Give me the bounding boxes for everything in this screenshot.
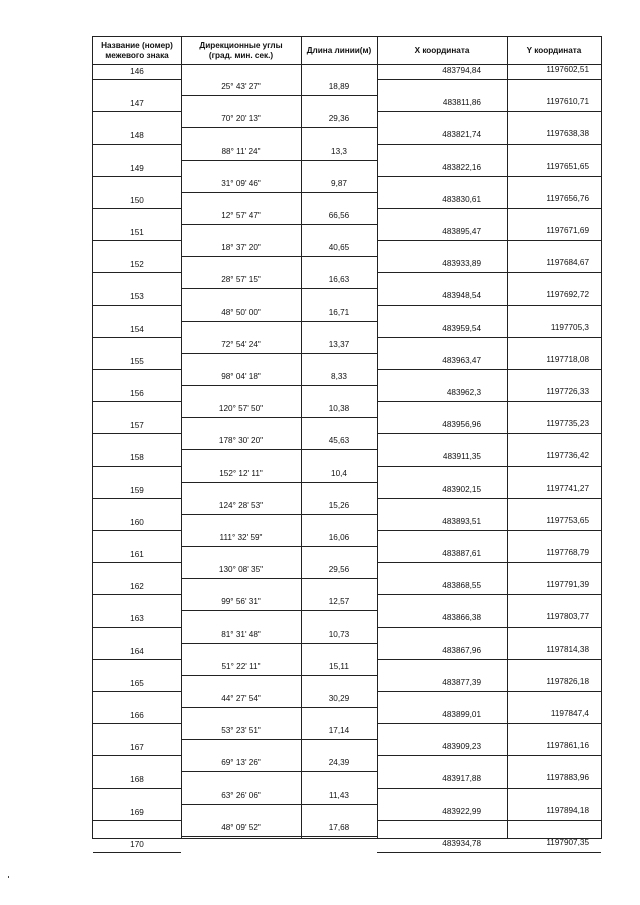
directional-angle: 48° 50' 00" [221, 307, 261, 317]
boundary-mark-name: 152 [130, 260, 144, 270]
x-coordinate: 483877,39 [442, 677, 481, 687]
line-length: 10,73 [328, 629, 350, 639]
row-divider [93, 208, 181, 209]
x-coordinate: 483868,55 [442, 581, 481, 591]
row-divider [181, 643, 377, 644]
row-divider [377, 466, 601, 467]
boundary-mark-name: 159 [130, 485, 144, 495]
row-divider [181, 127, 377, 128]
directional-angle: 81° 31' 48" [221, 629, 261, 639]
y-coordinate: 1197726,33 [546, 387, 589, 396]
row-divider [93, 659, 181, 660]
line-length: 29,36 [328, 114, 350, 124]
x-coordinate: 483866,38 [442, 613, 481, 623]
row-divider [181, 546, 377, 547]
y-coordinate: 1197656,76 [546, 193, 589, 203]
x-coordinate: 483830,61 [442, 194, 481, 204]
y-coordinate: 1197814,38 [546, 644, 589, 654]
row-divider [377, 594, 601, 595]
line-length: 30,29 [328, 693, 350, 703]
row-divider [377, 176, 601, 177]
directional-angle: 12° 57' 47" [221, 210, 261, 220]
row-divider [93, 337, 181, 338]
line-length: 15,11 [329, 661, 349, 671]
directional-angle: 53° 23' 51" [221, 726, 261, 736]
row-divider [181, 417, 377, 418]
boundary-mark-name: 166 [130, 711, 144, 720]
row-divider [377, 723, 601, 724]
y-coordinate: 1197791,39 [546, 580, 589, 590]
y-coordinate: 1197826,18 [546, 676, 589, 686]
row-divider [181, 675, 377, 676]
directional-angle: 63° 26' 06" [221, 790, 261, 800]
boundary-mark-name: 151 [130, 228, 144, 237]
y-coordinate: 1197803,77 [546, 612, 589, 622]
x-coordinate: 483867,96 [442, 645, 481, 655]
header-angle [181, 37, 301, 64]
row-divider [377, 820, 601, 821]
row-divider [181, 771, 377, 772]
y-coordinate: 1197610,71 [546, 97, 589, 107]
boundary-mark-name: 169 [130, 807, 144, 817]
row-divider [181, 288, 377, 289]
y-coordinate: 1197638,38 [546, 129, 589, 139]
y-coordinate: 1197705,3 [550, 322, 589, 332]
x-coordinate: 483893,51 [442, 516, 481, 526]
row-divider [377, 305, 601, 306]
boundary-mark-name: 161 [130, 550, 144, 559]
x-coordinate: 483962,3 [446, 388, 481, 397]
row-divider [377, 498, 601, 499]
boundary-mark-name: 147 [130, 99, 144, 109]
row-divider [93, 562, 181, 563]
y-coordinate: 1197736,42 [546, 451, 589, 461]
directional-angle: 72° 54' 24" [221, 339, 261, 349]
row-divider [377, 79, 601, 80]
directional-angle: 44° 27' 54" [221, 693, 261, 703]
row-divider [181, 353, 377, 354]
row-divider [93, 466, 181, 467]
header-angle-line2: (град. мин. сек.) [208, 50, 274, 60]
row-divider [93, 788, 181, 789]
y-coordinate: 1197718,08 [546, 354, 589, 364]
directional-angle: 48° 09' 52" [221, 822, 261, 832]
row-divider [93, 627, 181, 628]
y-coordinate: 1197651,65 [546, 161, 589, 171]
header-angle-line1: Дирекционные углы [199, 41, 283, 50]
y-coordinate: 1197684,67 [546, 258, 589, 268]
row-divider [181, 739, 377, 740]
line-length: 10,4 [331, 468, 347, 478]
row-divider [93, 433, 181, 434]
x-coordinate: 483933,89 [442, 259, 481, 269]
y-coordinate: 1197847,4 [550, 709, 589, 718]
x-coordinate: 483934,78 [442, 838, 481, 848]
row-divider [377, 627, 601, 628]
y-coordinate: 1197861,16 [546, 741, 589, 751]
line-length: 66,56 [328, 210, 350, 220]
y-coordinate: 1197741,27 [546, 483, 589, 493]
row-divider [93, 852, 181, 853]
row-divider [377, 369, 601, 370]
row-divider [93, 79, 181, 80]
row-divider [93, 369, 181, 370]
line-length: 40,65 [328, 243, 350, 253]
x-coordinate: 483821,74 [442, 130, 481, 140]
row-divider [93, 401, 181, 402]
row-divider [377, 530, 601, 531]
directional-angle: 152° 12' 11" [219, 468, 263, 478]
row-divider [377, 659, 601, 660]
line-length: 45,63 [328, 436, 350, 446]
x-coordinate: 483794,84 [442, 66, 481, 75]
y-coordinate: 1197907,35 [546, 837, 589, 847]
line-length: 17,68 [328, 822, 350, 832]
x-coordinate: 483899,01 [442, 710, 481, 719]
x-coordinate: 483822,16 [442, 162, 481, 172]
header-length: Длина линии(м) [306, 45, 372, 55]
line-length: 12,57 [328, 597, 350, 607]
x-coordinate: 483963,47 [442, 355, 481, 365]
line-length: 18,89 [328, 82, 350, 92]
row-divider [181, 514, 377, 515]
directional-angle: 25° 43' 27" [221, 82, 261, 92]
x-coordinate: 483902,15 [442, 484, 481, 494]
row-divider [377, 433, 601, 434]
row-divider [181, 321, 377, 322]
row-divider [93, 723, 181, 724]
y-coordinate: 1197753,65 [546, 515, 589, 525]
row-divider [377, 272, 601, 273]
directional-angle: 28° 57' 15" [221, 275, 261, 285]
boundary-mark-name: 153 [130, 292, 144, 302]
row-divider [93, 691, 181, 692]
x-coordinate: 483909,23 [442, 742, 481, 752]
line-length: 16,63 [328, 275, 350, 285]
boundary-mark-name: 167 [130, 743, 144, 753]
directional-angle: 124° 28' 53" [218, 500, 264, 510]
directional-angle: 120° 57' 50" [218, 404, 264, 414]
x-coordinate: 483887,61 [442, 549, 481, 558]
row-divider [93, 176, 181, 177]
directional-angle: 130° 08' 35" [218, 565, 264, 575]
row-divider [181, 610, 377, 611]
boundary-mark-name: 146 [130, 67, 144, 76]
row-divider [93, 111, 181, 112]
line-length: 13,37 [328, 339, 350, 349]
x-coordinate: 483911,35 [442, 452, 481, 462]
row-divider [181, 224, 377, 225]
row-divider [181, 836, 377, 837]
y-coordinate: 1197692,72 [546, 290, 589, 300]
directional-angle: 69° 13' 26" [221, 758, 261, 768]
directional-angle: 18° 37' 20" [221, 243, 261, 253]
row-divider [181, 578, 377, 579]
row-divider [377, 240, 601, 241]
row-divider [377, 755, 601, 756]
boundary-mark-name: 156 [130, 389, 144, 398]
row-divider [93, 272, 181, 273]
row-divider [377, 691, 601, 692]
row-divider [377, 562, 601, 563]
row-divider [181, 192, 377, 193]
header-name [93, 37, 181, 64]
boundary-coordinates-table [92, 36, 602, 849]
y-coordinate: 1197883,96 [546, 773, 589, 783]
directional-angle: 70° 20' 13" [221, 114, 261, 124]
boundary-mark-name: 148 [130, 131, 144, 141]
line-length: 29,56 [328, 565, 350, 575]
row-divider [93, 240, 181, 241]
row-divider [93, 498, 181, 499]
line-length: 17,14 [328, 726, 350, 736]
row-divider [377, 144, 601, 145]
boundary-mark-name: 170 [130, 839, 144, 849]
boundary-mark-name: 160 [130, 517, 144, 527]
header-name-line1: Название (номер) [101, 41, 173, 50]
row-divider [181, 256, 377, 257]
row-divider [93, 305, 181, 306]
row-divider [93, 144, 181, 145]
boundary-mark-name: 162 [130, 582, 144, 592]
directional-angle: 98° 04' 18" [221, 371, 261, 381]
y-coordinate: 1197894,18 [546, 805, 589, 815]
x-coordinate: 483948,54 [442, 291, 481, 301]
directional-angle: 99° 56' 31" [221, 597, 261, 607]
directional-angle: 88° 11' 24" [221, 146, 261, 156]
boundary-mark-name: 150 [130, 195, 144, 205]
header-y: Y координата [526, 45, 582, 55]
y-coordinate: 1197671,69 [546, 226, 589, 235]
row-divider [181, 160, 377, 161]
row-divider [377, 111, 601, 112]
y-coordinate: 1197602,51 [546, 65, 589, 74]
line-length: 24,39 [328, 758, 350, 768]
row-divider [377, 208, 601, 209]
row-divider [377, 401, 601, 402]
line-length: 16,06 [328, 532, 350, 542]
boundary-mark-name: 158 [130, 453, 144, 463]
row-divider [93, 820, 181, 821]
row-divider [93, 755, 181, 756]
boundary-mark-name: 149 [130, 163, 144, 173]
line-length: 9,87 [331, 178, 347, 188]
x-coordinate: 483956,96 [442, 420, 481, 430]
line-length: 13,3 [331, 146, 347, 156]
header-x: X координата [414, 45, 470, 55]
line-length: 10,38 [328, 404, 350, 414]
row-divider [181, 385, 377, 386]
boundary-mark-name: 155 [130, 356, 144, 366]
header-name-line2: межевого знака [105, 50, 169, 60]
boundary-mark-name: 165 [130, 678, 144, 688]
y-coordinate: 1197768,79 [546, 548, 589, 557]
x-coordinate: 483917,88 [442, 774, 481, 784]
line-length: 15,26 [328, 500, 350, 510]
row-divider [377, 337, 601, 338]
boundary-mark-name: 157 [130, 421, 144, 431]
directional-angle: 111° 32' 59" [219, 532, 263, 542]
boundary-mark-name: 168 [130, 775, 144, 785]
row-divider [181, 707, 377, 708]
directional-angle: 178° 30' 20" [218, 436, 264, 446]
boundary-mark-name: 164 [130, 646, 144, 656]
x-coordinate: 483922,99 [442, 806, 481, 816]
boundary-mark-name: 154 [130, 324, 144, 334]
directional-angle: 51° 22' 11" [221, 661, 261, 671]
line-length: 11,43 [329, 790, 349, 800]
x-coordinate: 483811,86 [442, 98, 481, 108]
x-coordinate: 483895,47 [442, 227, 481, 236]
row-divider [181, 482, 377, 483]
row-divider [377, 852, 601, 853]
row-divider [181, 449, 377, 450]
line-length: 8,33 [331, 371, 347, 381]
x-coordinate: 483959,54 [442, 323, 481, 333]
row-divider [93, 594, 181, 595]
row-divider [377, 788, 601, 789]
y-coordinate: 1197735,23 [546, 419, 589, 429]
row-divider [181, 804, 377, 805]
row-divider [181, 95, 377, 96]
line-length: 16,71 [328, 307, 350, 317]
row-divider [93, 530, 181, 531]
scan-speck [8, 876, 9, 878]
boundary-mark-name: 163 [130, 614, 144, 624]
directional-angle: 31° 09' 46" [221, 178, 261, 188]
